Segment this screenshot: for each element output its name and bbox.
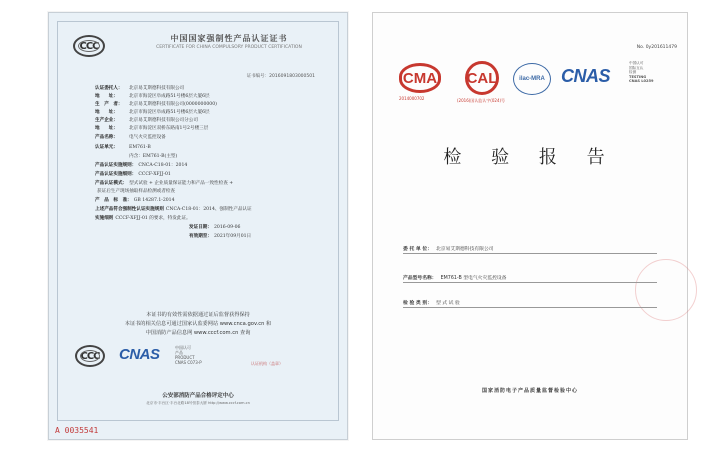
- cma-logo-icon: CMA: [399, 63, 441, 93]
- cert-row-issue-date: 发证日期： 2016-09-06: [189, 225, 241, 230]
- cal-logo-icon: CAL: [465, 61, 499, 95]
- cert-row-factory-address: 地 址： 北京市海淀区双桥东路南1号2号楼三层: [95, 126, 209, 131]
- report-cnas-caption: 中国认可 国际互认 检测 TESTING CNAS L0259: [629, 61, 654, 83]
- cert-row-expiry: 有效期至： 2021年09月01日: [189, 234, 252, 239]
- report-title: 检 验 报 告: [443, 147, 617, 168]
- cert-footer-line-1: 本证书的有效性需依据通过证后监督获得保持: [146, 312, 250, 318]
- certificate-number: 证书编号：2016091803000501: [246, 74, 315, 79]
- cnas-caption: 中国认可 产品 PRODUCT CNAS C073-P: [175, 345, 202, 365]
- cert-row-product-name: 产品名称： 电气火灾监控设备: [95, 135, 166, 140]
- red-stamp-icon: [635, 259, 697, 321]
- cert-row-unit-contents: 内含：EM761-B(主型): [129, 154, 178, 159]
- certificate-title: 中国国家强制性产品认证证书: [170, 34, 288, 43]
- ccc-bottom-logo-icon: [75, 345, 105, 367]
- cal-caption: (2016)国认监认字(024)号: [457, 98, 506, 103]
- cert-row-detailed-rules: 产品认证实施细则： CCCF-XFJJ-01: [95, 172, 171, 177]
- issuer-seal: 认证机构（盖章）: [251, 361, 283, 366]
- ilac-mra-logo-icon: ilac-MRA: [513, 63, 551, 95]
- report-number: No. 0y201611479: [636, 45, 677, 50]
- cert-row-unit: 认证单元： EM761-B: [95, 145, 151, 150]
- cert-row-manufacturer-address: 地 址： 北京市海淀区阜成路51号楼6层大厦6层: [95, 110, 210, 115]
- ccc-bottom-logo-text: CCC: [80, 350, 100, 362]
- cert-row-manufacturer: 生 产 者： 北京易艾斯德科技有限公司(0000000000): [95, 102, 217, 107]
- report-row-product: 产品型号名称： EM761-B 型电气火灾监控设备: [403, 274, 657, 283]
- cert-row-mode: 产品认证模式： 型式试验 + 企业质量保证能力和产品一致性检查 +: [95, 181, 234, 186]
- cert-row-compliance-cont: 实施细则 CCCF-XFJJ-01 的要求，特发此证。: [95, 216, 191, 221]
- certificate-serial-number: A 0035541: [55, 426, 99, 435]
- cert-row-standard: 产 品 标 准： GB 14287.1-2014: [95, 198, 175, 203]
- cert-footer-line-3: 中国消防产品信息网 www.cccf.com.cn 查询: [145, 330, 251, 336]
- cert-issuer: 公安部消防产品合格评定中心: [162, 393, 234, 399]
- cert-row-compliance: 上述产品符合强制性认证实施规则 CNCA-C18-01：2014、强制性产品认证: [95, 207, 252, 212]
- cert-row-applicant-address: 地 址： 北京市海淀区阜成路51号楼6层大厦6层: [95, 94, 210, 99]
- ccc-certificate: [48, 12, 348, 440]
- ccc-logo-icon: [73, 35, 105, 57]
- cnas-logo-icon: CNAS: [119, 346, 160, 363]
- report-row-test-type: 检 验 类 别： 型 式 试 验: [403, 299, 657, 308]
- cert-row-mode-cont: 获证后生产现场抽取样品检测或者检查: [97, 189, 176, 194]
- cert-row-factory: 生产企业： 北京易艾斯德科技有限公司分公司: [95, 118, 198, 123]
- certificate-subtitle: CERTIFICATE FOR CHINA COMPULSORY PRODUCT CERTIFICATION: [156, 45, 302, 50]
- cert-footer-line-2: 本证书的相关信息可通过国家认监委网站 www.cnca.gov.cn 和: [124, 321, 272, 327]
- test-report: [372, 12, 688, 440]
- cert-issuer-address: 北京市·丰台区·丰台北路18号恒泰大厦 http://www.cccf.com.cn: [146, 401, 250, 405]
- ccc-logo-text: CCC: [79, 40, 99, 52]
- cert-row-rules: 产品认证实施规则： CNCA-C18-01：2014: [95, 163, 188, 168]
- report-issuer: 国家消防电子产品质量监督检验中心: [481, 388, 578, 394]
- cma-caption: 2014000702: [399, 96, 425, 101]
- report-row-client: 委 托 单 位： 北京易艾斯德科技有限公司: [403, 245, 657, 254]
- report-cnas-logo-icon: CNAS: [561, 66, 611, 86]
- cert-row-applicant: 认证委托人： 北京易艾斯德科技有限公司: [95, 86, 185, 91]
